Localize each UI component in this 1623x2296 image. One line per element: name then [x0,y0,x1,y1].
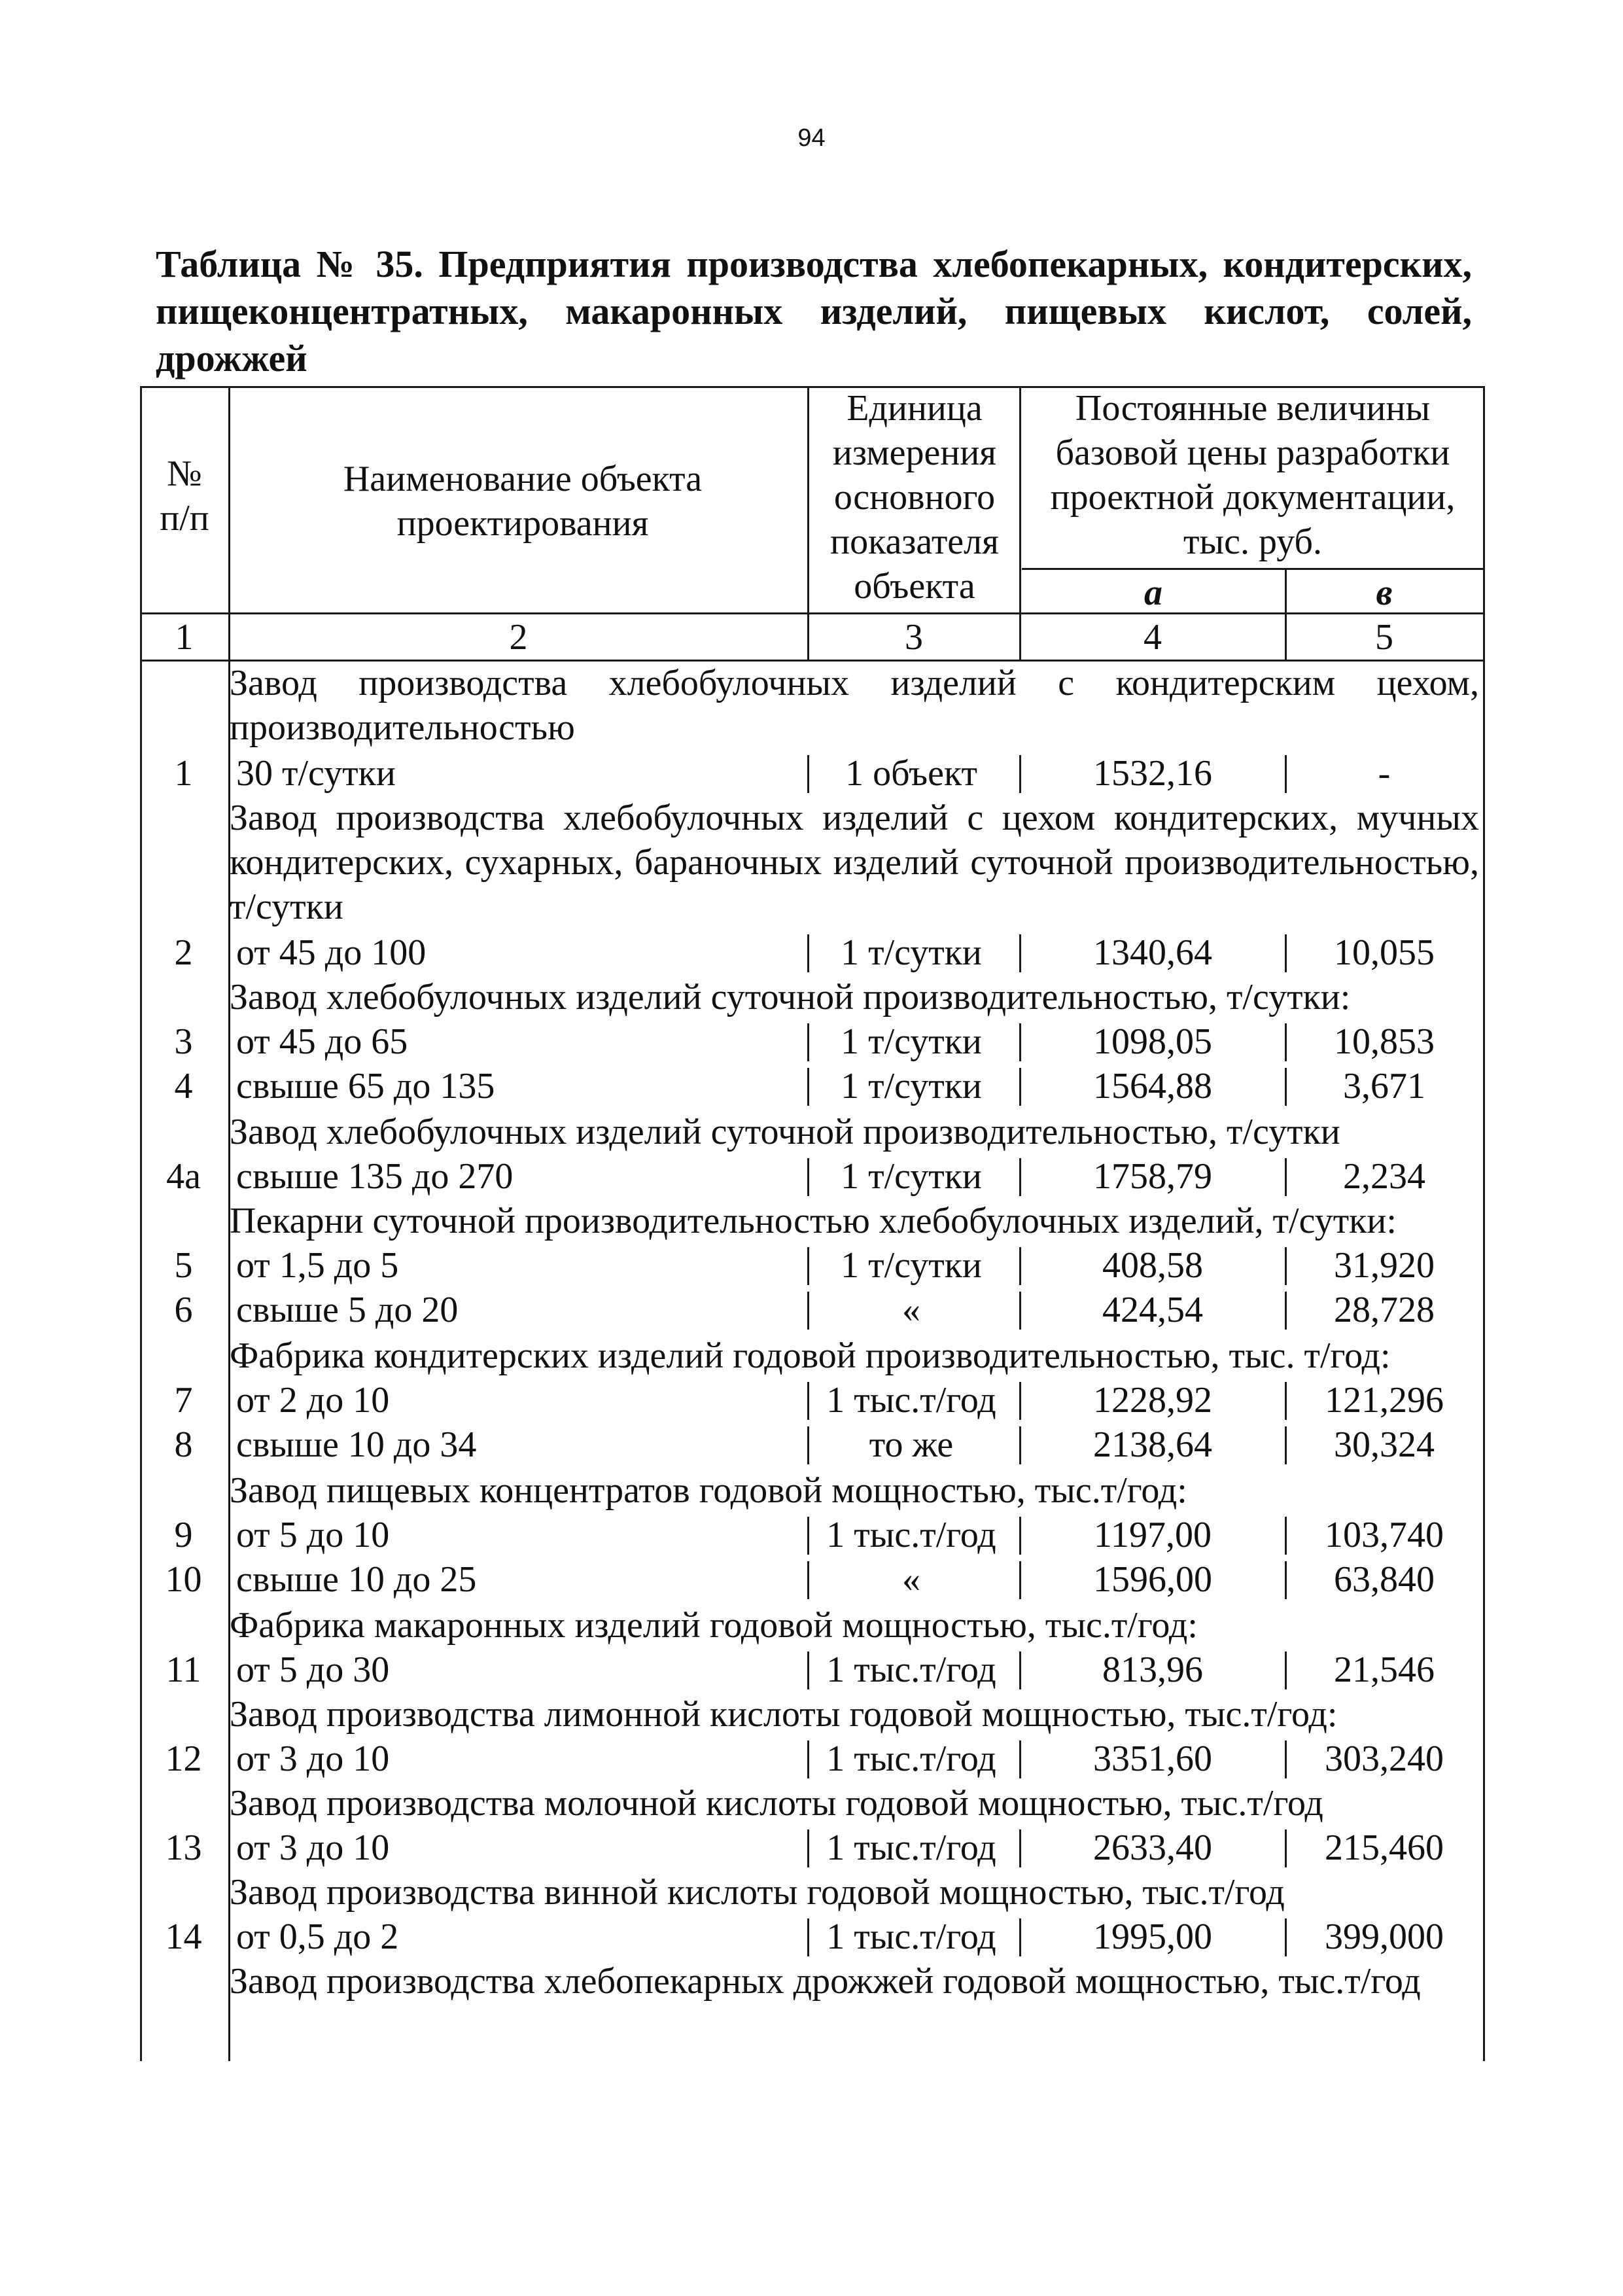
cell-separator [1019,1740,1021,1778]
cell-separator [807,1918,809,1956]
cell-separator [1285,1292,1287,1330]
row-name: от 45 до 65 [236,1021,408,1062]
cell-separator [1285,1829,1287,1867]
row-number: 13 [165,1828,202,1868]
group-heading: Завод производства хлебобулочных изделий с цехом кондитерских, мучных кондитерских, сухарных, бараночных изделий суточной производительностью, т/сутки [230,798,1479,927]
cell-separator [807,1829,809,1867]
row-number: 2 [174,932,193,973]
row-value-b: 303,240 [1325,1739,1444,1779]
cell-separator [807,1561,809,1599]
row-name: свыше 65 до 135 [236,1066,495,1106]
row-value-a: 1995,00 [1093,1916,1212,1957]
row-number: 1 [174,753,193,794]
row-value-a: 408,58 [1102,1245,1203,1286]
header-unit: Единица измерения основного показателя объекта [830,388,999,607]
cell-separator [807,934,809,972]
row-number: 8 [174,1424,193,1465]
cell-separator [1285,1918,1287,1956]
col-number-2: 2 [509,617,528,658]
row-value-a: 2138,64 [1093,1424,1212,1465]
row-unit: 1 т/сутки [841,1245,982,1286]
cell-separator [1019,1561,1021,1599]
group-heading: Завод пищевых концентратов годовой мощностью, тыс.т/год: [230,1470,1187,1511]
row-unit: 1 т/сутки [841,1021,982,1062]
row-value-b: 10,055 [1334,932,1435,973]
cell-separator [807,1740,809,1778]
row-name: от 5 до 30 [236,1650,390,1690]
cell-separator [1285,1517,1287,1555]
cell-separator [807,1158,809,1196]
cell-separator [807,1517,809,1555]
cell-separator [1019,755,1021,793]
row-name: свыше 10 до 34 [236,1424,477,1465]
row-value-b: 215,460 [1325,1828,1444,1868]
row-number: 11 [166,1650,201,1690]
cell-separator [1019,1023,1021,1061]
row-unit: 1 объект [845,753,977,794]
col-number-4: 4 [1143,617,1162,658]
cell-separator [807,1068,809,1106]
row-unit: то же [869,1424,954,1465]
cell-separator [1285,1426,1287,1464]
row-value-a: 1596,00 [1093,1559,1212,1600]
cell-separator [1019,1247,1021,1285]
group-heading: Фабрика кондитерских изделий годовой производительностью, тыс. т/год: [230,1335,1391,1376]
row-value-b: 31,920 [1334,1245,1435,1286]
header-col5-sub: в [1376,573,1393,613]
row-value-a: 424,54 [1102,1290,1203,1330]
cell-separator [1019,1382,1021,1420]
row-value-a: 1564,88 [1093,1066,1212,1106]
row-value-a: 1532,16 [1093,753,1212,794]
row-unit: « [902,1290,920,1330]
row-name: от 1,5 до 5 [236,1245,399,1286]
cell-separator [1019,1426,1021,1464]
row-value-b: 2,234 [1343,1156,1425,1197]
row-number: 6 [174,1290,193,1330]
cell-separator [1285,1740,1287,1778]
cell-separator [1019,1292,1021,1330]
group-heading: Пекарни суточной производительностью хлебобулочных изделий, т/сутки: [230,1201,1397,1241]
row-number: 5 [174,1245,193,1286]
cell-separator [807,1382,809,1420]
row-value-b: 103,740 [1325,1515,1444,1555]
row-unit: 1 т/сутки [841,932,982,973]
row-number: 4 [174,1066,193,1106]
page-number: 94 [797,124,826,152]
row-number: 3 [174,1021,193,1062]
cell-separator [807,1023,809,1061]
row-name: свыше 135 до 270 [236,1156,514,1197]
cell-separator [1285,755,1287,793]
row-value-a: 2633,40 [1093,1828,1212,1868]
cell-separator [1285,1023,1287,1061]
group-heading: Завод хлебобулочных изделий суточной производительностью, т/сутки: [230,977,1351,1017]
cell-separator [1019,934,1021,972]
row-unit: 1 тыс.т/год [826,1739,996,1779]
header-base-price: Постоянные величины базовой цены разработки проектной документации, тыс. руб. [1050,388,1456,562]
row-value-a: 1228,92 [1093,1380,1212,1421]
cell-separator [807,1651,809,1689]
row-value-b: 3,671 [1343,1066,1425,1106]
row-unit: 1 тыс.т/год [826,1828,996,1868]
row-unit: 1 т/сутки [841,1156,982,1197]
cell-separator [1285,1382,1287,1420]
row-value-a: 3351,60 [1093,1739,1212,1779]
cell-separator [1285,1651,1287,1689]
row-name: от 2 до 10 [236,1380,390,1421]
row-unit: 1 тыс.т/год [826,1650,996,1690]
group-heading: Завод хлебобулочных изделий суточной производительностью, т/сутки [230,1112,1340,1152]
row-number: 9 [174,1515,193,1555]
col-number-1: 1 [175,617,194,658]
row-name: от 45 до 100 [236,932,427,973]
row-number: 7 [174,1380,193,1421]
header-name: Наименование объекта проектирования [343,459,703,544]
row-number: 4а [166,1156,201,1197]
cell-separator [1019,1651,1021,1689]
cell-separator [1019,1829,1021,1867]
row-value-a: 813,96 [1102,1650,1203,1690]
row-value-b: 30,324 [1334,1424,1435,1465]
cell-separator [807,755,809,793]
row-value-a: 1340,64 [1093,932,1212,973]
col-number-3: 3 [905,617,923,658]
row-value-b: 21,546 [1334,1650,1435,1690]
row-unit: 1 тыс.т/год [826,1515,996,1555]
group-heading: Завод производства винной кислоты годовой мощностью, тыс.т/год [230,1872,1285,1913]
row-value-b: 28,728 [1334,1290,1435,1330]
cell-separator [807,1247,809,1285]
group-heading: Завод производства лимонной кислоты годовой мощностью, тыс.т/год: [230,1694,1338,1735]
group-heading: Завод производства хлебобулочных изделий с кондитерским цехом, производительностью [230,663,1479,748]
row-value-b: 63,840 [1334,1559,1435,1600]
row-name: от 5 до 10 [236,1515,390,1555]
row-value-b: 121,296 [1325,1380,1444,1421]
subheader-border [1022,568,1485,570]
header-col4-sub: а [1144,573,1162,613]
row-name: от 0,5 до 2 [236,1916,399,1957]
cell-separator [1285,1561,1287,1599]
row-value-b: - [1378,753,1391,794]
table-title: Таблица № 35. Предприятия производства хлебопекарных, кондитерских, пищеконцентратных, макаронных изделий, пищевых кислот, солей, дрожжей [156,243,1472,380]
cell-separator [1285,1158,1287,1196]
data-table [140,386,1485,2061]
row-number: 10 [165,1559,202,1600]
row-name: свыше 10 до 25 [236,1559,477,1600]
cell-separator [1285,934,1287,972]
row-value-b: 10,853 [1334,1021,1435,1062]
row-number: 12 [165,1739,202,1779]
row-unit: 1 тыс.т/год [826,1916,996,1957]
row-unit: 1 т/сутки [841,1066,982,1106]
cell-separator [1285,1068,1287,1106]
group-heading: Фабрика макаронных изделий годовой мощностью, тыс.т/год: [230,1605,1198,1646]
cell-separator [1019,1068,1021,1106]
col-number-5: 5 [1375,617,1393,658]
header-number: № п/п [160,453,209,539]
cell-separator [1285,1247,1287,1285]
row-value-a: 1197,00 [1094,1515,1212,1555]
row-unit: 1 тыс.т/год [826,1380,996,1421]
row-value-a: 1098,05 [1093,1021,1212,1062]
group-heading: Завод производства хлебопекарных дрожжей годовой мощностью, тыс.т/год [230,1961,1421,2002]
row-name: от 3 до 10 [236,1828,390,1868]
row-number: 14 [165,1916,202,1957]
cell-separator [1019,1158,1021,1196]
right-border [1483,386,1485,2061]
cell-separator [807,1292,809,1330]
row-name: свыше 5 до 20 [236,1290,459,1330]
cell-separator [1019,1517,1021,1555]
cell-separator [1019,1918,1021,1956]
row-value-a: 1758,79 [1093,1156,1212,1197]
cell-separator [807,1426,809,1464]
row-name: от 3 до 10 [236,1739,390,1779]
group-heading: Завод производства молочной кислоты годовой мощностью, тыс.т/год [230,1783,1323,1824]
row-name: 30 т/сутки [236,753,396,794]
row-value-b: 399,000 [1325,1916,1444,1957]
row-unit: « [902,1559,920,1600]
